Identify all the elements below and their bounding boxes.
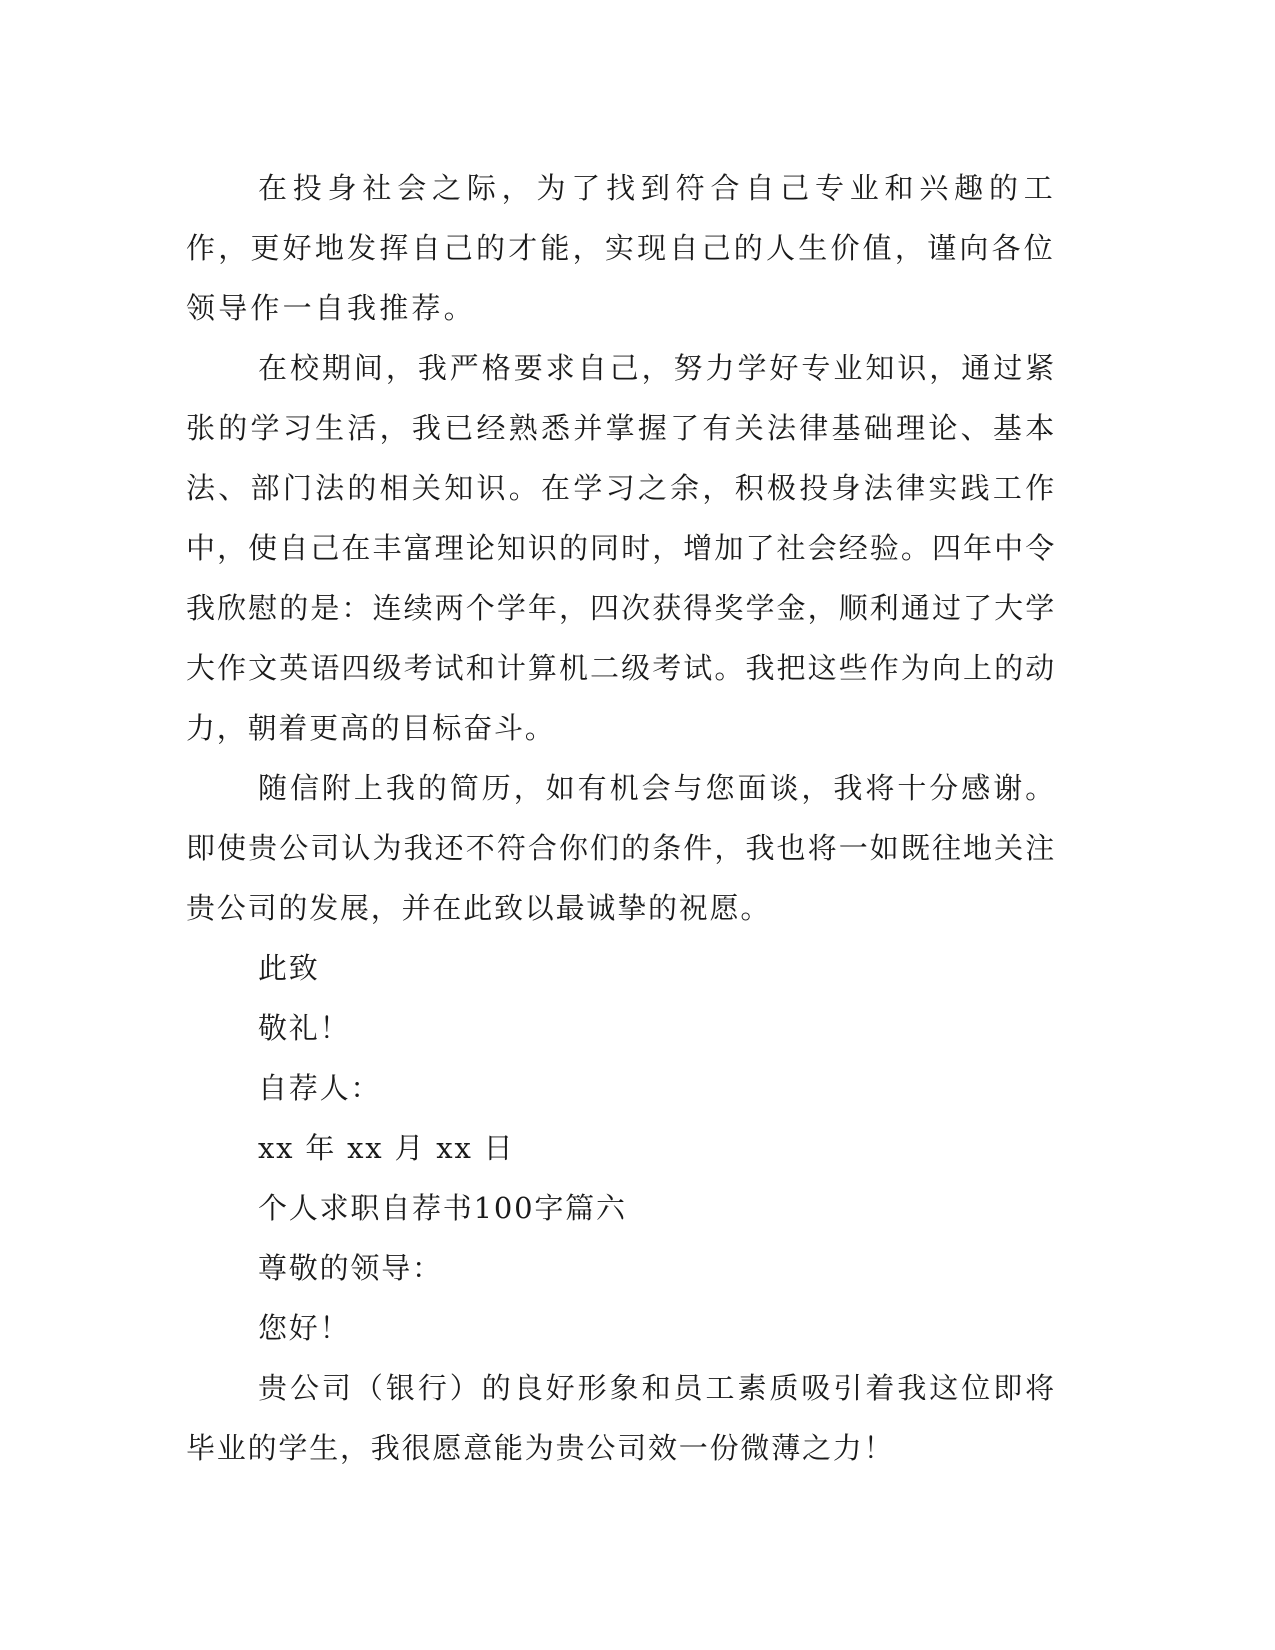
letter-body [186,158,1056,1478]
section-heading: 个人求职自荐书100字篇六 [258,1191,627,1225]
paragraph-intro: 在投身社会之际，为了找到符合自己专业和兴趣的工作，更好地发挥自己的才能，实现自己的人生价值，谨向各位领导作一自我推荐。 [186,171,1056,325]
greeting-addressee: 尊敬的领导： [258,1251,443,1285]
letter-date: xx 年 xx 月 xx 日 [258,1131,515,1165]
signature-label: 自荐人： [258,1071,382,1105]
paragraph-final: 贵公司（银行）的良好形象和员工素质吸引着我这位即将毕业的学生，我很愿意能为贵公司效一份微薄之力！ [186,1371,1056,1465]
closing-salutation: 此致 [258,951,320,985]
greeting-hello: 您好！ [258,1311,351,1345]
closing-regards: 敬礼！ [258,1011,351,1045]
paragraph-school: 在校期间，我严格要求自己，努力学好专业知识，通过紧张的学习生活，我已经熟悉并掌握了有关法律基础理论、基本法、部门法的相关知识。在学习之余，积极投身法律实践工作中，使自己在丰富理论知识的同时，增加了社会经验。四年中令我欣慰的是：连续两个学年，四次获得奖学金，顺利通过了大学大作文英语四级考试和计算机二级考试。我把这些作为向上的动力，朝着更高的目标奋斗。 [186,351,1056,745]
paragraph-resume: 随信附上我的简历，如有机会与您面谈，我将十分感谢。即使贵公司认为我还不符合你们的条件，我也将一如既往地关注贵公司的发展，并在此致以最诚挚的祝愿。 [186,771,1056,925]
